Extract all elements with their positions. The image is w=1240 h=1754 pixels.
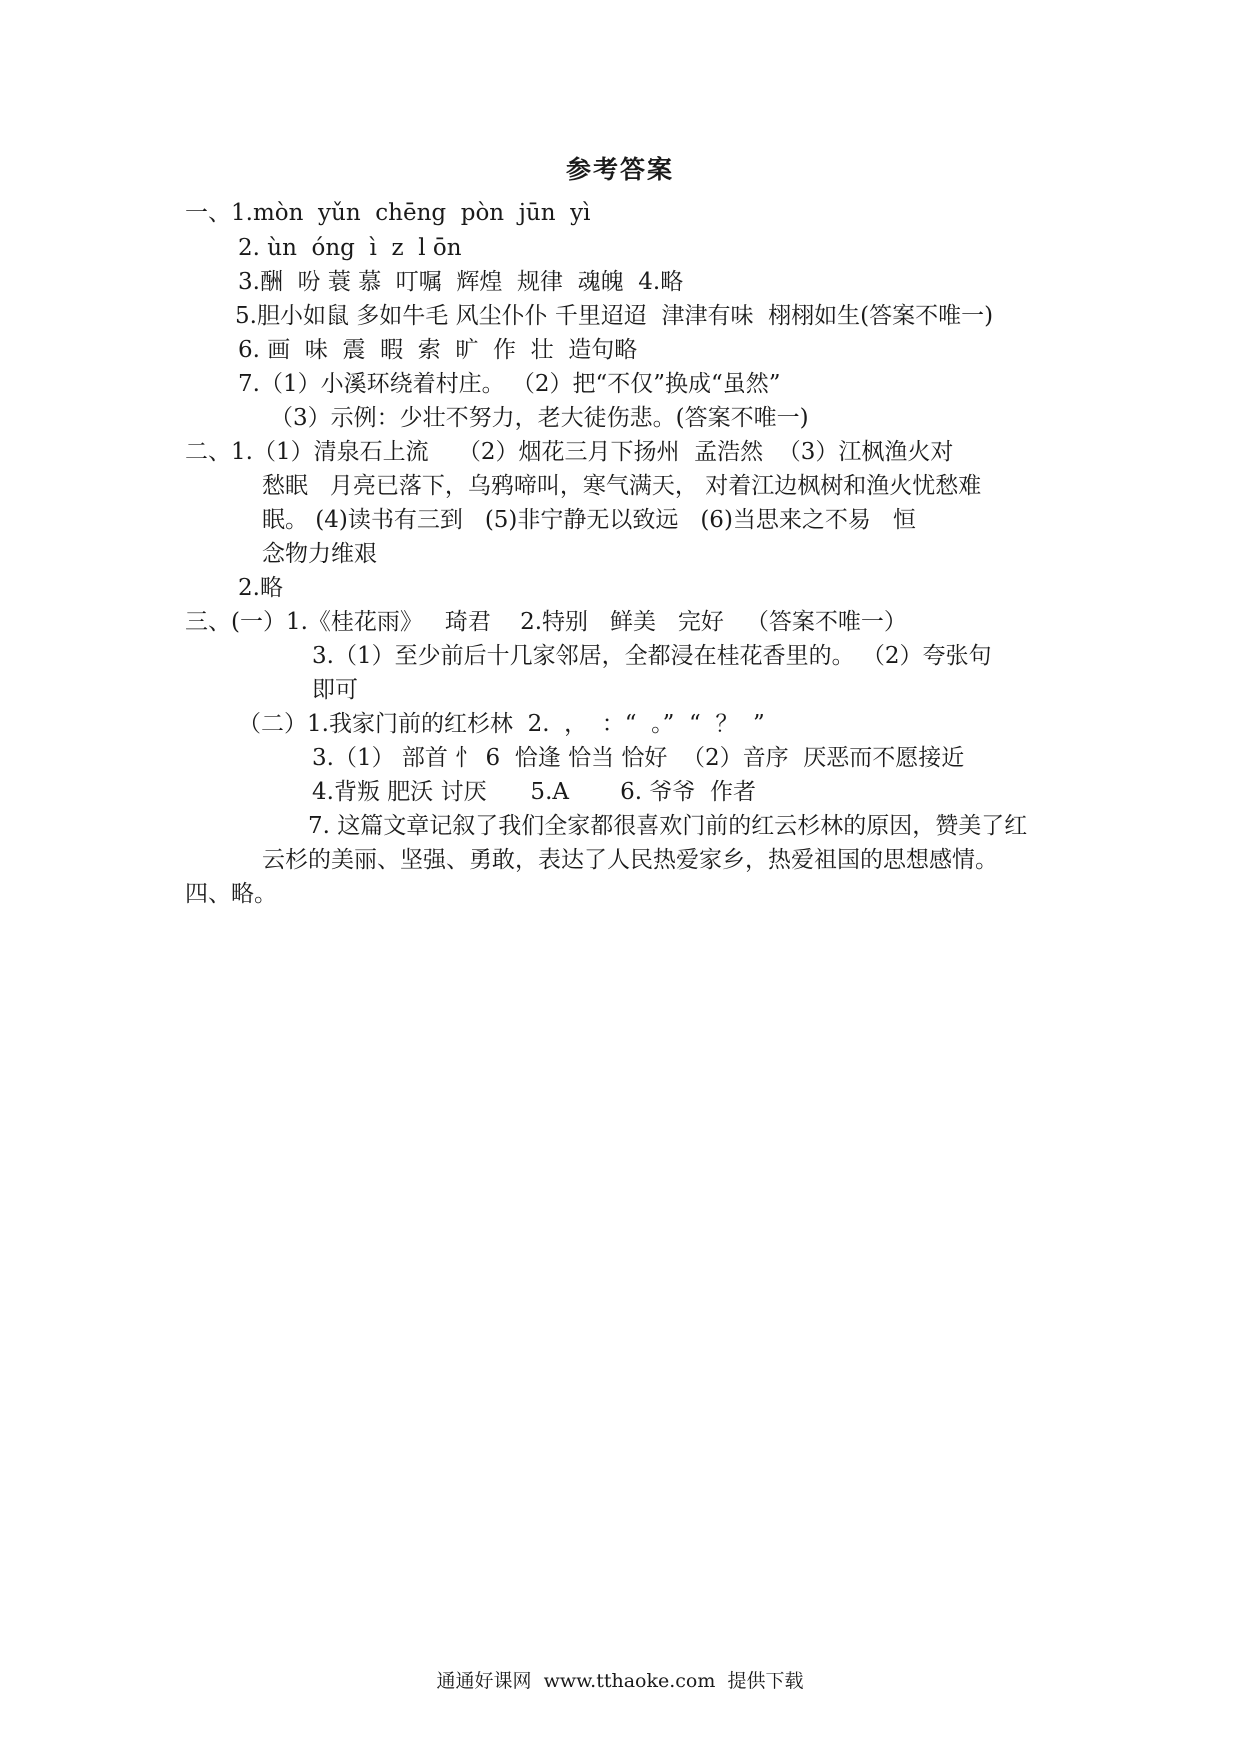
answer-line: 2. ùn óng ì z l ōn xyxy=(238,235,462,261)
answer-line: 7.（1）小溪环绕着村庄。 （2）把“不仅”换成“虽然” xyxy=(238,371,781,397)
answer-line: 二、1.（1）清泉石上流 （2）烟花三月下扬州 孟浩然 （3）江枫渔火对 xyxy=(185,439,954,465)
answer-line: 6. 画 味 震 暇 索 旷 作 壮 造句略 xyxy=(238,337,638,363)
answer-line: 5.胆小如鼠 多如牛毛 风尘仆仆 千里迢迢 津津有味 栩栩如生(答案不唯一) xyxy=(235,303,994,329)
answer-line: 眠。 (4)读书有三到 (5)非宁静无以致远 (6)当思来之不易 恒 xyxy=(262,507,916,533)
answer-line: 念物力维艰 xyxy=(262,541,377,567)
answer-line: 3.酬 吩 蓑 慕 叮嘱 辉煌 规律 魂魄 4.略 xyxy=(238,269,684,295)
answer-line: 云杉的美丽、坚强、勇敢，表达了人民热爱家乡，热爱祖国的思想感情。 xyxy=(262,847,998,873)
footer-credit: 通通好课网 www.tthaoke.com 提供下载 xyxy=(436,1670,804,1692)
answer-line: 3.（1） 部首 忄 6 恰逢 恰当 恰好 （2）音序 厌恶而不愿接近 xyxy=(312,745,965,771)
answer-line: 4.背叛 肥沃 讨厌 5.A 6. 爷爷 作者 xyxy=(312,779,757,805)
answer-line: 四、略。 xyxy=(185,881,277,907)
page-title: 参考答案 xyxy=(565,155,674,184)
answer-line: （二）1.我家门前的红杉林 2. ， ：“ 。” “ ？ ” xyxy=(238,711,765,737)
answer-line: 一、1.mòn yǔn chēng pòn jūn yì xyxy=(185,200,591,226)
answer-line: 三、(一）1.《桂花雨》 琦君 2.特别 鲜美 完好 （答案不唯一） xyxy=(185,609,907,635)
answer-line: 7. 这篇文章记叙了我们全家都很喜欢门前的红云杉林的原因，赞美了红 xyxy=(308,813,1028,839)
answer-line: 愁眠 月亮已落下，乌鸦啼叫，寒气满天， 对着江边枫树和渔火忧愁难 xyxy=(262,473,982,499)
answer-line: （3）示例：少壮不努力，老大徒伤悲。(答案不唯一) xyxy=(270,405,809,431)
answer-line: 3.（1）至少前后十几家邻居，全都浸在桂花香里的。 （2）夸张句 xyxy=(312,643,992,669)
answer-line: 即可 xyxy=(312,677,358,703)
answer-line: 2.略 xyxy=(238,575,283,601)
